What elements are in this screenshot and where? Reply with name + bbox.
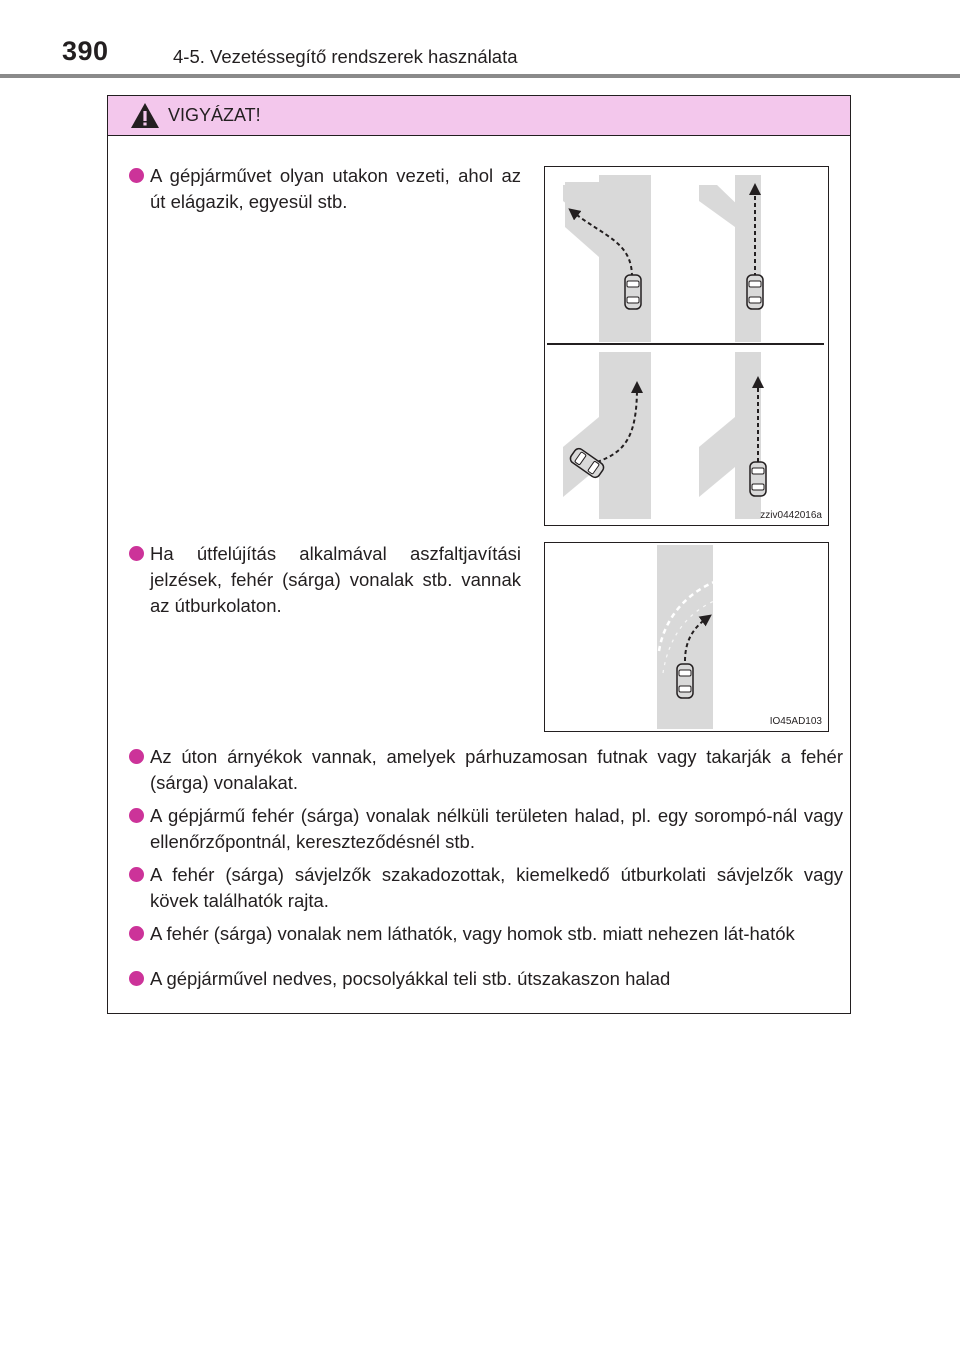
bullet-dot-icon xyxy=(129,749,144,764)
bullet-dot-icon xyxy=(129,808,144,823)
road-markings-illustration xyxy=(545,543,829,732)
caution-bullet: A gépjármű fehér (sárga) vonalak nélküli területen halad, pl. egy sorompó-nál vagy ellenőrzőpontnál, kereszteződésnél stb. xyxy=(129,803,843,855)
figure-road-markings xyxy=(544,542,829,732)
caution-bullet: A fehér (sárga) vonalak nem láthatók, vagy homok stb. miatt nehezen lát-hatók xyxy=(129,921,843,947)
caution-header xyxy=(108,96,850,136)
warning-triangle-icon xyxy=(130,102,160,129)
bullet-dot-icon xyxy=(129,867,144,882)
caution-bullet: A fehér (sárga) sávjelzők szakadozottak, kiemelkedő útburkolati sávjelzők vagy kövek találhatók rajta. xyxy=(129,862,843,914)
road-branch-illustration xyxy=(545,167,829,526)
caution-bullet: A gépjárművet olyan utakon vezeti, ahol az út elágazik, egyesül stb. xyxy=(129,163,521,215)
page-number: 390 xyxy=(62,36,109,66)
caution-label: VIGYÁZAT! xyxy=(168,105,261,125)
section-title: 4-5. Vezetéssegítő rendszerek használata xyxy=(173,46,518,67)
caution-bullet: Az úton árnyékok vannak, amelyek párhuzamosan futnak vagy takarják a fehér (sárga) vonalakat. xyxy=(129,744,843,796)
figure-code: IO45AD103 xyxy=(769,716,822,727)
bullet-dot-icon xyxy=(129,926,144,941)
figure-road-branch xyxy=(544,166,829,526)
bullet-dot-icon xyxy=(129,971,144,986)
caution-box xyxy=(107,95,851,1014)
figure-code: zziv0442016a xyxy=(760,510,822,521)
bullet-dot-icon xyxy=(129,546,144,561)
caution-bullet: Ha útfelújítás alkalmával aszfaltjavítási jelzések, fehér (sárga) vonalak stb. vannak az útburkolaton. xyxy=(129,541,521,619)
header-rule xyxy=(0,74,960,78)
caution-bullet: A gépjárművel nedves, pocsolyákkal teli stb. útszakaszon halad xyxy=(129,966,843,992)
bullet-dot-icon xyxy=(129,168,144,183)
